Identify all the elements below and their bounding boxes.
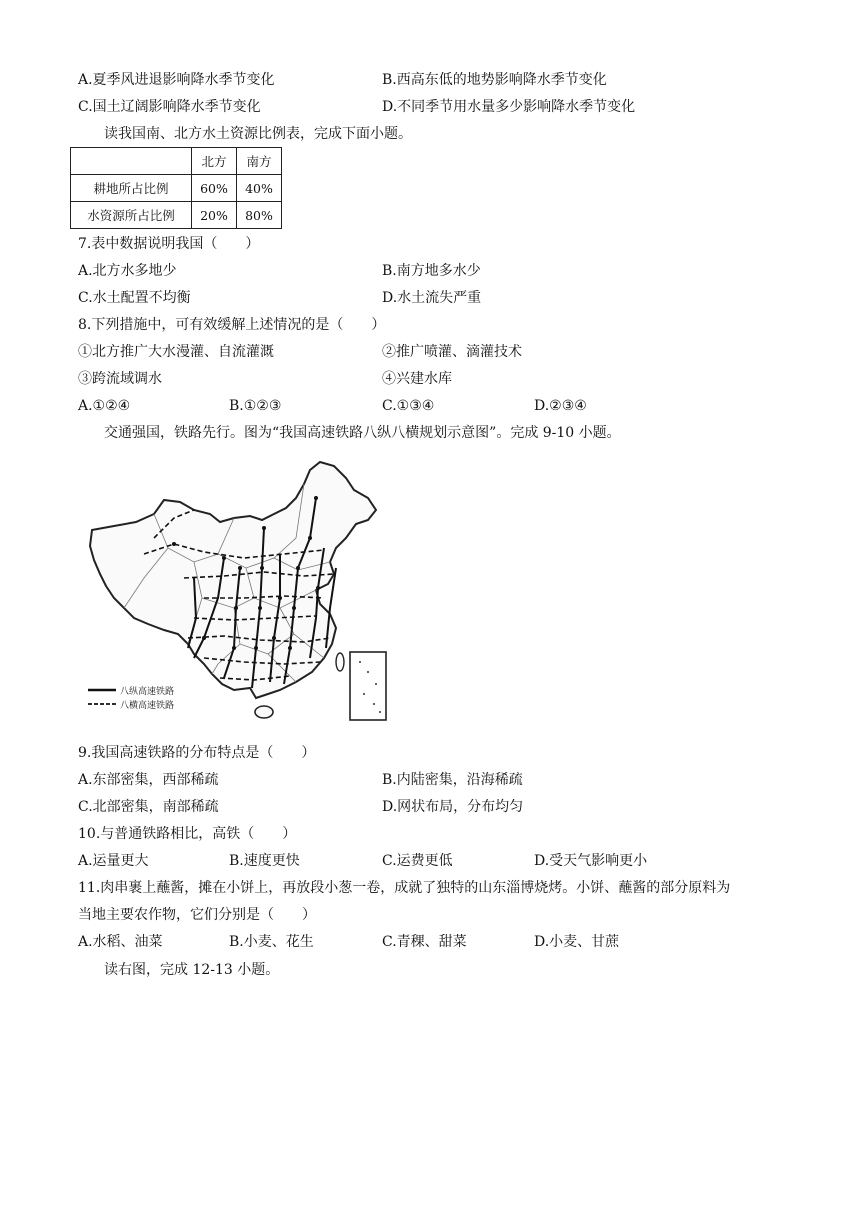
table-cell: 耕地所占比例 [71, 175, 192, 202]
q9-option-b: B.内陆密集，沿海稀疏 [382, 772, 523, 788]
q8-option-d: D.②③④ [534, 398, 587, 414]
q8-stem: 8.下列措施中，可有效缓解上述情况的是（ ） [78, 317, 386, 333]
table-header-cell: 北方 [192, 148, 237, 175]
q11-stem-line1: 11.肉串裹上蘸酱，摊在小饼上，再放段小葱一卷，成就了独特的山东淄博烧烤。小饼、蘸酱的部分原料为 [78, 880, 731, 896]
resource-table [70, 147, 282, 229]
table-cell: 水资源所占比例 [71, 202, 192, 229]
q7-option-a: A.北方水多地少 [78, 263, 177, 279]
q8-statement-4: ④兴建水库 [382, 371, 452, 387]
q11-option-d: D.小麦、甘蔗 [534, 934, 620, 950]
q10-option-a: A.运量更大 [78, 853, 149, 869]
table-header-cell: 南方 [237, 148, 282, 175]
q7-option-d: D.水土流失严重 [382, 290, 482, 306]
q7-stem: 7.表中数据说明我国（ ） [78, 236, 260, 252]
legend-solid-label: 八纵高速铁路 [120, 686, 175, 696]
q9-option-d: D.网状布局，分布均匀 [382, 799, 524, 815]
q11-option-b: B.小麦、花生 [229, 934, 314, 950]
table-row [71, 175, 282, 202]
south-china-sea-inset [350, 652, 386, 720]
map-intro: 交通强国，铁路先行。图为“我国高速铁路八纵八横规划示意图”。完成 9-10 小题。 [104, 425, 621, 441]
q8-statement-3: ③跨流域调水 [78, 371, 162, 387]
q8-option-b: B.①②③ [229, 398, 282, 414]
table-intro: 读我国南、北方水土资源比例表，完成下面小题。 [104, 126, 412, 142]
q8-option-c: C.①③④ [382, 398, 435, 414]
table-cell: 80% [237, 202, 282, 229]
q6-option-a: A.夏季风进退影响降水季节变化 [78, 72, 275, 88]
table-cell: 20% [192, 202, 237, 229]
table-row [71, 202, 282, 229]
q6-option-b: B.西高东低的地势影响降水季节变化 [382, 72, 607, 88]
railway-map [84, 458, 390, 726]
right-figure-intro: 读右图，完成 12-13 小题。 [104, 962, 280, 978]
q6-option-d: D.不同季节用水量多少影响降水季节变化 [382, 99, 636, 115]
q6-option-c: C.国土辽阔影响降水季节变化 [78, 99, 261, 115]
table-cell: 60% [192, 175, 237, 202]
table-header-cell [71, 148, 192, 175]
q11-option-c: C.青稞、甜菜 [382, 934, 467, 950]
q8-statement-2: ②推广喷灌、滴灌技术 [382, 344, 522, 360]
hainan-island [255, 706, 273, 718]
q8-statement-1: ①北方推广大水漫灌、自流灌溉 [78, 344, 274, 360]
china-outline [90, 462, 376, 698]
q10-option-d: D.受天气影响更小 [534, 853, 648, 869]
q11-stem-line2: 当地主要农作物，它们分别是（ ） [78, 907, 316, 923]
q7-option-b: B.南方地多水少 [382, 263, 481, 279]
map-legend [88, 685, 174, 710]
q10-option-b: B.速度更快 [229, 853, 300, 869]
q11-option-a: A.水稻、油菜 [78, 934, 163, 950]
q10-option-c: C.运费更低 [382, 853, 453, 869]
legend-dashed-label: 八横高速铁路 [120, 700, 175, 710]
table-header-row [71, 148, 282, 175]
q9-option-c: C.北部密集，南部稀疏 [78, 799, 219, 815]
q10-stem: 10.与普通铁路相比，高铁（ ） [78, 826, 297, 842]
taiwan-island [336, 653, 344, 671]
q7-option-c: C.水土配置不均衡 [78, 290, 191, 306]
q9-stem: 9.我国高速铁路的分布特点是（ ） [78, 745, 316, 761]
q9-option-a: A.东部密集，西部稀疏 [78, 772, 219, 788]
q8-option-a: A.①②④ [78, 398, 131, 414]
table-cell: 40% [237, 175, 282, 202]
